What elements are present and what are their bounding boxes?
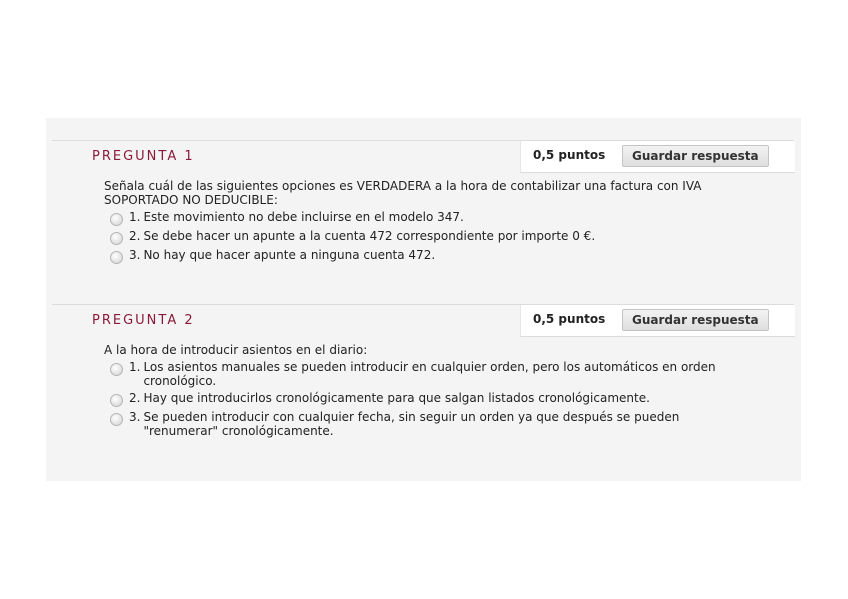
question-text: A la hora de introducir asientos en el diario: (104, 343, 368, 357)
radio-button[interactable] (110, 363, 123, 376)
option-number: 3. (129, 410, 141, 424)
answer-option-2[interactable] (110, 229, 750, 245)
option-text: Hay que introducirlos cronológicamente para que salgan listados cronológicamente. (143, 391, 650, 405)
option-text: Se debe hacer un apunte a la cuenta 472 correspondiente por importe 0 €. (143, 229, 596, 243)
points-box (520, 141, 795, 173)
question-points: 0,5 puntos (533, 148, 606, 162)
points-box (520, 305, 795, 337)
question-body (52, 173, 794, 264)
question-body (52, 337, 794, 438)
option-text: Se pueden introducir con cualquier fecha, sin seguir un orden ya que después se pueden "renumerar" cronológicamente. (143, 410, 680, 438)
answer-option-3[interactable] (110, 410, 750, 438)
option-number: 2. (129, 391, 141, 405)
question-2 (52, 304, 794, 438)
option-number: 1. (129, 210, 141, 224)
question-header (52, 304, 794, 337)
option-number: 1. (129, 360, 141, 374)
answer-option-1[interactable] (110, 360, 750, 388)
radio-button[interactable] (110, 213, 123, 226)
question-1 (52, 140, 794, 264)
question-title: PREGUNTA 2 (92, 313, 195, 328)
option-number: 3. (129, 248, 141, 262)
option-text: No hay que hacer apunte a ninguna cuenta 472. (143, 248, 436, 262)
question-text: Señala cuál de las siguientes opciones es VERDADERA a la hora de contabilizar una factura con IVA SOPORTADO NO DEDUCIBLE: (104, 179, 702, 207)
radio-button[interactable] (110, 413, 123, 426)
save-answer-button[interactable]: Guardar respuesta (622, 309, 769, 331)
option-number: 2. (129, 229, 141, 243)
radio-button[interactable] (110, 232, 123, 245)
answer-option-3[interactable] (110, 248, 750, 264)
question-points: 0,5 puntos (533, 312, 606, 326)
answer-option-2[interactable] (110, 391, 750, 407)
save-answer-button[interactable]: Guardar respuesta (622, 145, 769, 167)
answer-option-1[interactable] (110, 210, 750, 226)
option-text: Este movimiento no debe incluirse en el modelo 347. (143, 210, 464, 224)
radio-button[interactable] (110, 394, 123, 407)
radio-button[interactable] (110, 251, 123, 264)
option-text: Los asientos manuales se pueden introducir en cualquier orden, pero los automáticos en orden cronológico. (143, 360, 716, 388)
question-header (52, 140, 794, 173)
question-title: PREGUNTA 1 (92, 149, 195, 164)
questions-panel (46, 118, 801, 481)
